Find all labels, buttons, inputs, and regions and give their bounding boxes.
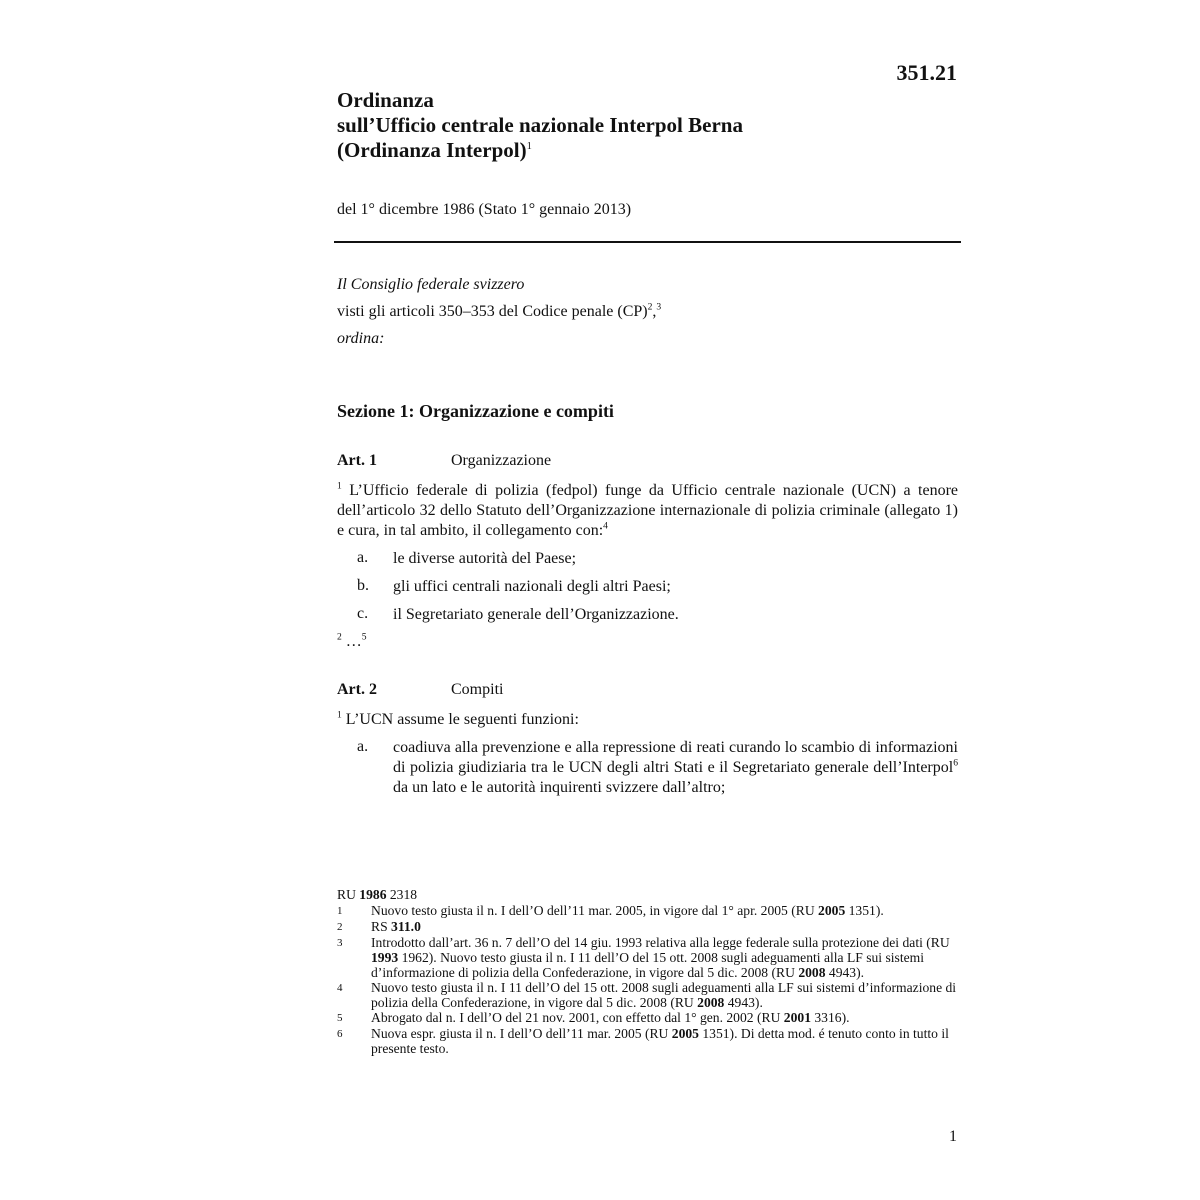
footnote <box>337 919 958 935</box>
law-number: 351.21 <box>896 60 957 85</box>
footnote-number: 6 <box>337 1028 343 1040</box>
article-1-paragraph-1: $^1$ L’Ufficio federale di polizia (fedpol) funge da Ufficio centrale nazionale (UCN) a tenore dell’articolo 32 dello Statuto dell’Organizzazione internazionale di polizia criminale (allegato 1) e cura, in tal ambito, il collegamento con:$^4$ <box>337 480 958 539</box>
preamble-authority: Il Consiglio federale svizzero <box>337 276 525 293</box>
footnote <box>337 1026 958 1056</box>
footnote-list <box>337 903 958 1056</box>
footnote-ref[interactable]: 3 <box>656 301 662 313</box>
article-2-paragraph-1: $^1$ L’UCN assume le seguenti funzioni: <box>337 709 579 728</box>
divider <box>334 241 961 243</box>
list-item: b. gli uffici centrali nazionali degli altri Paesi; <box>357 577 671 595</box>
article-2-heading <box>337 681 503 699</box>
article-1-paragraph-2: $^2$ …$^5$ <box>337 631 367 650</box>
footnote-ref[interactable]: 5 <box>361 631 367 643</box>
article-title: Organizzazione <box>451 452 552 469</box>
footnote <box>337 935 958 980</box>
footnote-text: Introdotto dall’art. 36 n. 7 dell’O del 14 giu. 1993 relativa alla legge federale sulla protezione dei dati (RU 1993 1962). Nuovo testo giusta il n. I 11 dell’O del 15 ott. 2008 sugli adeguamenti alla LF sui sistemi d’informazione di polizia della Confederazione, in vigore dal 5 dic. 2008 (RU 2008 4943). <box>371 935 950 980</box>
paragraph-number: 2 <box>337 631 342 643</box>
footnote-ref[interactable]: 6 <box>953 757 958 769</box>
title-line-3: (Ordinanza Interpol)$^1$ <box>337 138 532 162</box>
footnote <box>337 903 958 919</box>
article-2-list <box>337 738 958 798</box>
footnote-text: Nuovo testo giusta il n. I dell’O dell’11 mar. 2005, in vigore dal 1° apr. 2005 (RU 2005 1351). <box>371 903 884 918</box>
preamble-basis: visti gli articoli 350–353 del Codice penale (CP)$^2$,$^3$ <box>337 301 662 320</box>
footnote <box>337 980 958 1010</box>
footnote-ref[interactable]: 2 <box>647 301 653 313</box>
footnote-text: Nuovo testo giusta il n. I 11 dell’O del 15 ott. 2008 sugli adeguamenti alla LF sui sistemi d’informazione di polizia della Confederazione, in vigore dal 5 dic. 2008 (RU 2008 4943). <box>371 980 957 1010</box>
preamble <box>337 271 661 352</box>
list-item: a. le diverse autorità del Paese; <box>357 549 577 567</box>
list-item: a. coadiuva alla prevenzione e alla repressione di reati curando lo scambio di informazioni di polizia giudiziaria tra le UCN degli altri Stati e il Segretariato generale dell’Interpol$^6$ da un lato e le autorità inquirenti svizzere dall’altro; <box>357 738 958 796</box>
document-date: del 1° dicembre 1986 (Stato 1° gennaio 2013) <box>337 201 632 218</box>
document-title <box>337 88 977 163</box>
preamble-orders: ordina: <box>337 330 385 347</box>
footnote-text: RS 311.0 <box>371 919 421 934</box>
footnote-number: 2 <box>337 921 343 933</box>
article-1-list <box>337 549 958 633</box>
footnote-text: Nuova espr. giusta il n. I dell’O dell’11 mar. 2005 (RU 2005 1351). Di detta mod. é tenuto conto in tutto il presente testo. <box>371 1026 949 1056</box>
page-number: 1 <box>949 1128 957 1145</box>
title-line-1: Ordinanza <box>337 88 434 112</box>
paragraph-number: 1 <box>337 709 342 721</box>
footnote-number: 3 <box>337 937 343 949</box>
footnote-number: 4 <box>337 982 343 994</box>
article-number: Art. 2 <box>337 681 377 698</box>
article-title: Compiti <box>451 681 504 698</box>
title-line-2: sull’Ufficio centrale nazionale Interpol Berna <box>337 113 743 137</box>
section-title: Sezione 1: Organizzazione e compiti <box>337 401 614 421</box>
footnotes <box>337 886 958 1056</box>
paragraph-number: 1 <box>337 480 342 492</box>
footnote-number: 5 <box>337 1012 343 1024</box>
footnote <box>337 1010 958 1026</box>
list-item: c. il Segretariato generale dell’Organizzazione. <box>357 605 679 623</box>
footnote-ref[interactable]: 1 <box>526 141 532 152</box>
article-1-heading <box>337 452 551 470</box>
official-collection-reference: RU 1986 2318 <box>337 887 418 902</box>
article-number: Art. 1 <box>337 452 377 469</box>
footnote-text: Abrogato dal n. I dell’O del 21 nov. 2001, con effetto dal 1° gen. 2002 (RU 2001 3316). <box>371 1010 850 1025</box>
footnote-number: 1 <box>337 905 343 917</box>
footnote-ref[interactable]: 4 <box>603 520 608 532</box>
